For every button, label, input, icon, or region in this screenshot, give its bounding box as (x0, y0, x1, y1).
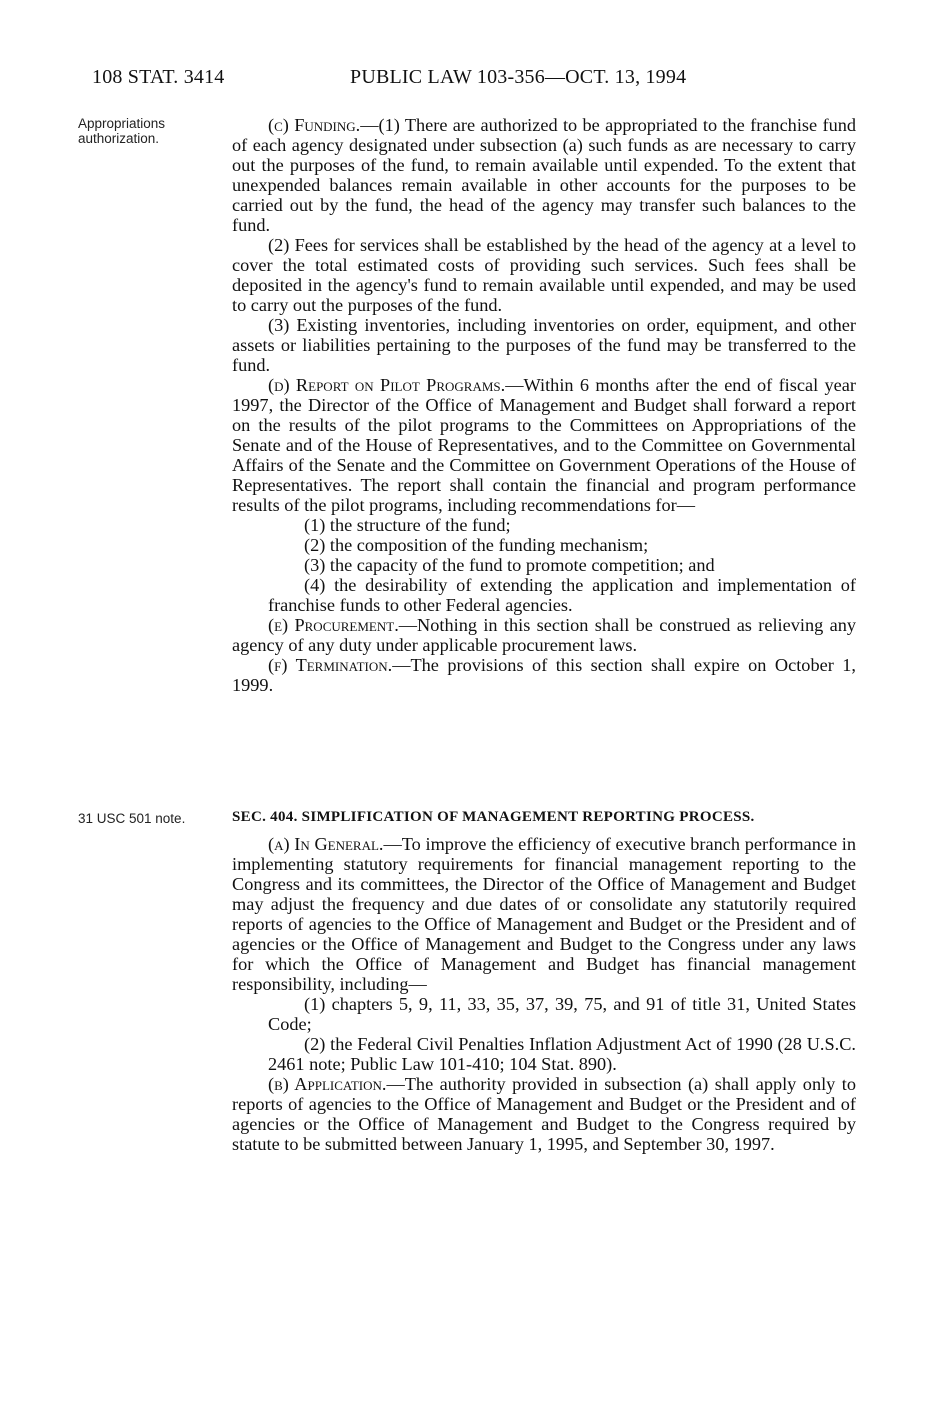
subsection-heading: (f) Termination. (268, 655, 393, 675)
list-item-d2: (2) the composition of the funding mechanism; (304, 535, 649, 555)
paragraph-b (232, 1074, 856, 1154)
paragraph-text: —(1) There are authorized to be appropriated to the franchise fund of each agency designated under subsection (a) such funds as are necessary to carry out the purposes of the fund, to remain available until expended. To the extent that unexpended balances remain available in other accounts for the purposes to be carried out by the fund, the head of the agency may transfer such balances to the fund. (232, 115, 856, 235)
paragraph-e (232, 615, 856, 655)
list-item-d1: (1) the structure of the fund; (304, 515, 511, 535)
paragraph-text: —Within 6 months after the end of fiscal year 1997, the Director of the Office of Management and Budget shall forward a report on the results of the pilot programs to the Committees on Appropriations of the Senate and of the House of Representatives, and to the Committee on Governmental Affairs of the Senate and the Committee on Government Operations of the House of Representatives. The report shall contain the financial and program performance results of the pilot programs, including recommendations for— (232, 375, 856, 515)
paragraph-text: —The provisions of this section shall expire on October 1, 1999. (232, 655, 856, 695)
paragraph-c2: (2) Fees for services shall be established by the head of the agency at a level to cover the total estimated costs of providing such services. Such fees shall be deposited in the agency's fund to remain available until expended, and may be used to carry out the purposes of the fund. (232, 235, 856, 315)
paragraph-text: —To improve the efficiency of executive branch performance in implementing statutory requirements for financial management reporting to the Congress and its committees, the Director of the Office of Management and Budget may adjust the frequency and due dates of or consolidate any statutorily required reports of agencies to the Office of Management and Budget or the President and of agencies or the Office of Management and Budget to the Congress under any laws for which the Office of Management and Budget has financial management responsibility, including— (232, 834, 856, 994)
margin-note-usc: 31 USC 501 note. (78, 811, 186, 826)
section-404-heading: SEC. 404. SIMPLIFICATION OF MANAGEMENT REPORTING PROCESS. (232, 809, 755, 825)
list-item-d4: (4) the desirability of extending the application and implementation of franchise funds to other Federal agencies. (268, 575, 856, 615)
paragraph-c1 (232, 115, 856, 235)
subsection-heading: (d) Report on Pilot Programs. (268, 375, 506, 395)
subsection-heading: (e) Procurement. (268, 615, 399, 635)
page-reference: 108 STAT. 3414 (92, 66, 225, 88)
subsection-heading: (a) In General. (268, 834, 384, 854)
law-reference: PUBLIC LAW 103-356—OCT. 13, 1994 (350, 66, 687, 88)
paragraph-a (232, 834, 856, 994)
list-item-d3: (3) the capacity of the fund to promote competition; and (304, 555, 715, 575)
subsection-heading: (b) Application. (268, 1074, 387, 1094)
paragraph-text: —Nothing in this section shall be construed as relieving any agency of any duty under applicable procurement laws. (232, 615, 856, 655)
list-item-a1: (1) chapters 5, 9, 11, 33, 35, 37, 39, 75, and 91 of title 31, United States Code; (268, 994, 856, 1034)
paragraph-d (232, 375, 856, 515)
paragraph-text: —The authority provided in subsection (a) shall apply only to reports of agencies to the Office of Management and Budget or the President and of agencies or the Office of Management and Budget to the Congress required by statute to be submitted between January 1, 1995, and September 30, 1997. (232, 1074, 856, 1154)
section-403-continued (232, 115, 856, 695)
paragraph-c3: (3) Existing inventories, including inventories on order, equipment, and other assets or liabilities pertaining to the purposes of the fund may be transferred to the fund. (232, 315, 856, 375)
list-item-a2: (2) the Federal Civil Penalties Inflation Adjustment Act of 1990 (28 U.S.C. 2461 note; Public Law 101-410; 104 Stat. 890). (268, 1034, 856, 1074)
margin-note-appropriations: Appropriations authorization. (78, 116, 166, 146)
paragraph-f (232, 655, 856, 695)
subsection-heading: (c) Funding. (268, 115, 361, 135)
section-404 (232, 834, 856, 1154)
